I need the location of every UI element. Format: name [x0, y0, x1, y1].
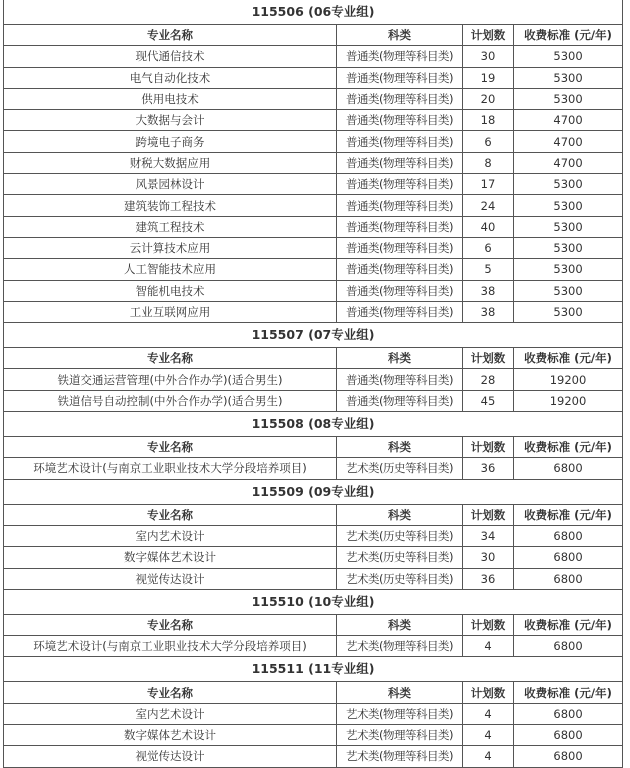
- column-header-plan: 计划数: [463, 437, 514, 458]
- fee-cell: 19200: [514, 390, 623, 411]
- fee-cell: 4700: [514, 110, 623, 131]
- fee-cell: 4700: [514, 131, 623, 152]
- fee-cell: 6800: [514, 703, 623, 724]
- table-row: [4, 525, 623, 546]
- major-name-cell: 供用电技术: [4, 88, 337, 109]
- fee-cell: 5300: [514, 216, 623, 237]
- group-header-row: [4, 0, 623, 25]
- table-row: [4, 725, 623, 746]
- fee-cell: 6800: [514, 636, 623, 657]
- table-row: [4, 301, 623, 322]
- column-header-category: 科类: [337, 348, 463, 369]
- category-cell: 艺术类(历史等科目类): [337, 568, 463, 589]
- column-header-name: 专业名称: [4, 614, 337, 635]
- category-cell: 普通类(物理等科目类): [337, 67, 463, 88]
- plan-count-cell: 17: [463, 174, 514, 195]
- plan-count-cell: 6: [463, 131, 514, 152]
- category-cell: 普通类(物理等科目类): [337, 88, 463, 109]
- table-row: [4, 547, 623, 568]
- column-header-name: 专业名称: [4, 25, 337, 46]
- fee-cell: 6800: [514, 525, 623, 546]
- plan-count-cell: 5: [463, 259, 514, 280]
- category-cell: 普通类(物理等科目类): [337, 280, 463, 301]
- plan-count-cell: 45: [463, 390, 514, 411]
- column-header-category: 科类: [337, 25, 463, 46]
- table-row: [4, 67, 623, 88]
- major-name-cell: 环境艺术设计(与南京工业职业技术大学分段培养项目): [4, 636, 337, 657]
- major-name-cell: 视觉传达设计: [4, 568, 337, 589]
- category-cell: 普通类(物理等科目类): [337, 131, 463, 152]
- category-cell: 艺术类(历史等科目类): [337, 547, 463, 568]
- category-cell: 普通类(物理等科目类): [337, 152, 463, 173]
- category-cell: 普通类(物理等科目类): [337, 174, 463, 195]
- table-row: [4, 152, 623, 173]
- group-title: 115508 (08专业组): [4, 412, 623, 437]
- table-row: [4, 703, 623, 724]
- table-row: [4, 46, 623, 67]
- fee-cell: 5300: [514, 259, 623, 280]
- major-name-cell: 室内艺术设计: [4, 525, 337, 546]
- column-header-fee: 收费标准 (元/年): [514, 437, 623, 458]
- column-header-name: 专业名称: [4, 682, 337, 703]
- group-header-row: [4, 323, 623, 348]
- fee-cell: 5300: [514, 174, 623, 195]
- column-header-row: [4, 504, 623, 525]
- column-header-row: [4, 682, 623, 703]
- major-name-cell: 电气自动化技术: [4, 67, 337, 88]
- plan-count-cell: 40: [463, 216, 514, 237]
- major-name-cell: 工业互联网应用: [4, 301, 337, 322]
- fee-cell: 5300: [514, 237, 623, 258]
- plan-count-cell: 36: [463, 458, 514, 479]
- table-row: [4, 390, 623, 411]
- column-header-row: [4, 25, 623, 46]
- plan-count-cell: 4: [463, 725, 514, 746]
- column-header-fee: 收费标准 (元/年): [514, 614, 623, 635]
- fee-cell: 6800: [514, 746, 623, 767]
- admission-plan-table-container: [3, 0, 622, 768]
- major-name-cell: 铁道交通运营管理(中外合作办学)(适合男生): [4, 369, 337, 390]
- major-name-cell: 室内艺术设计: [4, 703, 337, 724]
- plan-count-cell: 30: [463, 547, 514, 568]
- table-row: [4, 369, 623, 390]
- major-name-cell: 风景园林设计: [4, 174, 337, 195]
- table-row: [4, 88, 623, 109]
- fee-cell: 5300: [514, 46, 623, 67]
- table-row: [4, 216, 623, 237]
- table-row: [4, 174, 623, 195]
- plan-count-cell: 4: [463, 703, 514, 724]
- category-cell: 普通类(物理等科目类): [337, 369, 463, 390]
- column-header-name: 专业名称: [4, 504, 337, 525]
- category-cell: 普通类(物理等科目类): [337, 259, 463, 280]
- major-name-cell: 环境艺术设计(与南京工业职业技术大学分段培养项目): [4, 458, 337, 479]
- major-name-cell: 财税大数据应用: [4, 152, 337, 173]
- admission-plan-table: [3, 0, 623, 768]
- major-name-cell: 视觉传达设计: [4, 746, 337, 767]
- column-header-name: 专业名称: [4, 348, 337, 369]
- column-header-fee: 收费标准 (元/年): [514, 504, 623, 525]
- fee-cell: 4700: [514, 152, 623, 173]
- plan-count-cell: 4: [463, 636, 514, 657]
- category-cell: 普通类(物理等科目类): [337, 216, 463, 237]
- major-name-cell: 现代通信技术: [4, 46, 337, 67]
- group-header-row: [4, 479, 623, 504]
- category-cell: 艺术类(物理等科目类): [337, 746, 463, 767]
- fee-cell: 5300: [514, 67, 623, 88]
- fee-cell: 5300: [514, 301, 623, 322]
- major-name-cell: 数字媒体艺术设计: [4, 725, 337, 746]
- group-title: 115506 (06专业组): [4, 0, 623, 25]
- plan-count-cell: 8: [463, 152, 514, 173]
- plan-count-cell: 24: [463, 195, 514, 216]
- plan-count-cell: 36: [463, 568, 514, 589]
- plan-count-cell: 19: [463, 67, 514, 88]
- category-cell: 普通类(物理等科目类): [337, 390, 463, 411]
- major-name-cell: 建筑装饰工程技术: [4, 195, 337, 216]
- column-header-category: 科类: [337, 437, 463, 458]
- column-header-row: [4, 437, 623, 458]
- category-cell: 普通类(物理等科目类): [337, 237, 463, 258]
- category-cell: 艺术类(物理等科目类): [337, 725, 463, 746]
- group-title: 115509 (09专业组): [4, 479, 623, 504]
- table-row: [4, 568, 623, 589]
- group-header-row: [4, 412, 623, 437]
- major-name-cell: 建筑工程技术: [4, 216, 337, 237]
- table-body: [4, 0, 623, 767]
- fee-cell: 5300: [514, 280, 623, 301]
- column-header-fee: 收费标准 (元/年): [514, 682, 623, 703]
- column-header-plan: 计划数: [463, 25, 514, 46]
- fee-cell: 5300: [514, 195, 623, 216]
- plan-count-cell: 28: [463, 369, 514, 390]
- fee-cell: 6800: [514, 725, 623, 746]
- plan-count-cell: 38: [463, 301, 514, 322]
- plan-count-cell: 34: [463, 525, 514, 546]
- table-row: [4, 195, 623, 216]
- column-header-category: 科类: [337, 504, 463, 525]
- fee-cell: 19200: [514, 369, 623, 390]
- column-header-row: [4, 348, 623, 369]
- table-row: [4, 636, 623, 657]
- group-title: 115507 (07专业组): [4, 323, 623, 348]
- plan-count-cell: 30: [463, 46, 514, 67]
- plan-count-cell: 18: [463, 110, 514, 131]
- column-header-plan: 计划数: [463, 348, 514, 369]
- major-name-cell: 跨境电子商务: [4, 131, 337, 152]
- group-header-row: [4, 657, 623, 682]
- fee-cell: 6800: [514, 458, 623, 479]
- major-name-cell: 铁道信号自动控制(中外合作办学)(适合男生): [4, 390, 337, 411]
- table-row: [4, 746, 623, 767]
- column-header-name: 专业名称: [4, 437, 337, 458]
- table-row: [4, 259, 623, 280]
- table-row: [4, 458, 623, 479]
- category-cell: 艺术类(历史等科目类): [337, 458, 463, 479]
- category-cell: 艺术类(物理等科目类): [337, 703, 463, 724]
- column-header-fee: 收费标准 (元/年): [514, 348, 623, 369]
- column-header-category: 科类: [337, 614, 463, 635]
- category-cell: 普通类(物理等科目类): [337, 46, 463, 67]
- table-row: [4, 237, 623, 258]
- column-header-plan: 计划数: [463, 614, 514, 635]
- column-header-category: 科类: [337, 682, 463, 703]
- column-header-row: [4, 614, 623, 635]
- fee-cell: 5300: [514, 88, 623, 109]
- column-header-plan: 计划数: [463, 682, 514, 703]
- category-cell: 普通类(物理等科目类): [337, 110, 463, 131]
- table-row: [4, 280, 623, 301]
- plan-count-cell: 20: [463, 88, 514, 109]
- plan-count-cell: 38: [463, 280, 514, 301]
- group-title: 115511 (11专业组): [4, 657, 623, 682]
- category-cell: 普通类(物理等科目类): [337, 301, 463, 322]
- column-header-fee: 收费标准 (元/年): [514, 25, 623, 46]
- fee-cell: 6800: [514, 547, 623, 568]
- table-row: [4, 110, 623, 131]
- major-name-cell: 云计算技术应用: [4, 237, 337, 258]
- group-title: 115510 (10专业组): [4, 589, 623, 614]
- column-header-plan: 计划数: [463, 504, 514, 525]
- major-name-cell: 智能机电技术: [4, 280, 337, 301]
- major-name-cell: 大数据与会计: [4, 110, 337, 131]
- fee-cell: 6800: [514, 568, 623, 589]
- plan-count-cell: 6: [463, 237, 514, 258]
- category-cell: 艺术类(物理等科目类): [337, 636, 463, 657]
- group-header-row: [4, 589, 623, 614]
- category-cell: 普通类(物理等科目类): [337, 195, 463, 216]
- category-cell: 艺术类(历史等科目类): [337, 525, 463, 546]
- major-name-cell: 人工智能技术应用: [4, 259, 337, 280]
- major-name-cell: 数字媒体艺术设计: [4, 547, 337, 568]
- table-row: [4, 131, 623, 152]
- plan-count-cell: 4: [463, 746, 514, 767]
